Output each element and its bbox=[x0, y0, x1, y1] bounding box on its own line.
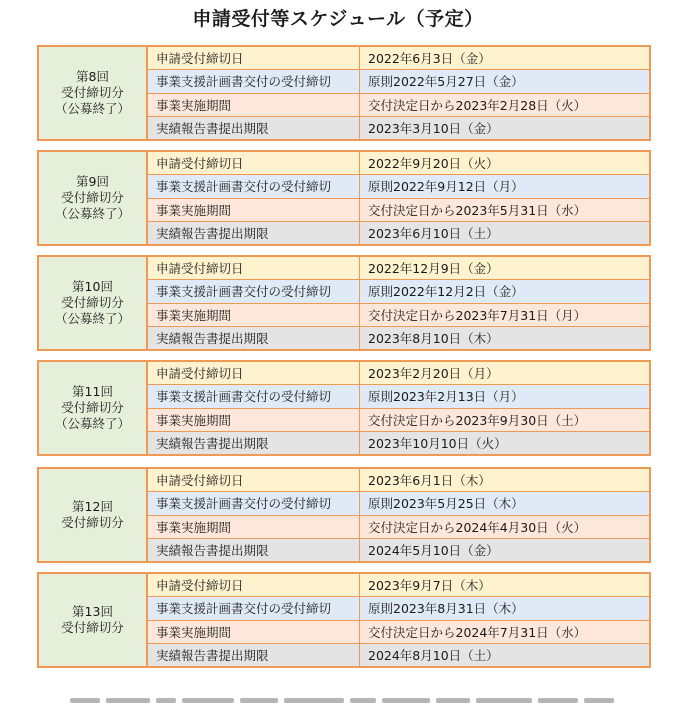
row-label: 事業実施期間 bbox=[148, 304, 360, 326]
page-title: 申請受付等スケジュール（予定） bbox=[192, 8, 484, 30]
row-label: 事業支援計画書交付の受付締切 bbox=[148, 70, 360, 92]
row-value: 2023年10月10日（火） bbox=[368, 435, 507, 451]
row-label: 実績報告書提出期限 bbox=[148, 539, 360, 561]
row-value: 2023年6月1日（木） bbox=[368, 473, 491, 489]
row-label: 申請受付締切日 bbox=[148, 362, 360, 384]
schedule-row bbox=[148, 222, 649, 244]
row-value: 2022年6月3日（金） bbox=[368, 51, 491, 67]
row-label: 事業支援計画書交付の受付締切 bbox=[148, 385, 360, 407]
round-label-line: （公募終了） bbox=[54, 416, 130, 431]
schedule-rows bbox=[148, 574, 649, 666]
row-value: 原則2023年5月25日（木） bbox=[368, 496, 524, 512]
round-label-line: 第9回 bbox=[76, 174, 109, 189]
row-label: 事業実施期間 bbox=[148, 409, 360, 431]
row-label: 事業支援計画書交付の受付締切 bbox=[148, 492, 360, 514]
schedule-row bbox=[148, 280, 649, 303]
round-label-line: 第12回 bbox=[72, 499, 113, 514]
schedule-row bbox=[148, 47, 649, 70]
schedule-row bbox=[148, 362, 649, 385]
schedule-block bbox=[37, 150, 651, 246]
row-label: 申請受付締切日 bbox=[148, 574, 360, 596]
round-label-line: （公募終了） bbox=[54, 206, 130, 221]
schedule-row bbox=[148, 385, 649, 408]
schedule-row bbox=[148, 432, 649, 454]
row-value: 原則2022年12月2日（金） bbox=[368, 284, 524, 300]
schedule-row bbox=[148, 327, 649, 349]
schedule-row bbox=[148, 516, 649, 539]
row-label: 事業支援計画書交付の受付締切 bbox=[148, 175, 360, 197]
round-label-line: 第13回 bbox=[72, 604, 113, 619]
row-value: 交付決定日から2024年7月31日（水） bbox=[368, 624, 587, 640]
round-label-line: 受付締切分 bbox=[61, 620, 124, 635]
round-label-line: 第8回 bbox=[76, 69, 109, 84]
row-label: 実績報告書提出期限 bbox=[148, 222, 360, 244]
schedule-block bbox=[37, 255, 651, 351]
round-label-line: 受付締切分 bbox=[61, 295, 124, 310]
schedule-row bbox=[148, 70, 649, 93]
schedule-row bbox=[148, 574, 649, 597]
row-label: 実績報告書提出期限 bbox=[148, 644, 360, 666]
round-label bbox=[39, 257, 148, 349]
row-label: 実績報告書提出期限 bbox=[148, 432, 360, 454]
row-label: 事業支援計画書交付の受付締切 bbox=[148, 280, 360, 302]
schedule-block bbox=[37, 467, 651, 563]
row-label: 申請受付締切日 bbox=[148, 257, 360, 279]
row-value: 原則2023年2月13日（月） bbox=[368, 389, 524, 405]
row-value: 2022年12月9日（金） bbox=[368, 261, 499, 277]
schedule-row bbox=[148, 492, 649, 515]
row-label: 事業実施期間 bbox=[148, 94, 360, 116]
schedule-block bbox=[37, 572, 651, 668]
round-label bbox=[39, 469, 148, 561]
schedule-row bbox=[148, 152, 649, 175]
row-value: 原則2022年5月27日（金） bbox=[368, 74, 524, 90]
row-value: 交付決定日から2024年4月30日（火） bbox=[368, 519, 587, 535]
cut-off-text-line bbox=[70, 698, 630, 706]
schedule-rows bbox=[148, 47, 649, 139]
schedule-row bbox=[148, 644, 649, 666]
round-label-line: （公募終了） bbox=[54, 311, 130, 326]
schedule-row bbox=[148, 175, 649, 198]
round-label-line: 受付締切分 bbox=[61, 400, 124, 415]
row-value: 2023年6月10日（土） bbox=[368, 225, 499, 241]
row-label: 事業実施期間 bbox=[148, 516, 360, 538]
row-label: 実績報告書提出期限 bbox=[148, 327, 360, 349]
schedule-rows bbox=[148, 469, 649, 561]
row-value: 原則2023年8月31日（木） bbox=[368, 601, 524, 617]
row-value: 2024年8月10日（土） bbox=[368, 647, 499, 663]
row-value: 2022年9月20日（火） bbox=[368, 156, 499, 172]
schedule-row bbox=[148, 94, 649, 117]
row-label: 申請受付締切日 bbox=[148, 469, 360, 491]
round-label-line: （公募終了） bbox=[54, 101, 130, 116]
schedule-block bbox=[37, 45, 651, 141]
round-label-line: 第10回 bbox=[72, 279, 113, 294]
round-label-line: 第11回 bbox=[72, 384, 113, 399]
row-label: 事業支援計画書交付の受付締切 bbox=[148, 597, 360, 619]
schedule-rows bbox=[148, 362, 649, 454]
row-value: 2023年2月20日（月） bbox=[368, 366, 499, 382]
round-label-line: 受付締切分 bbox=[61, 85, 124, 100]
schedule-block bbox=[37, 360, 651, 456]
schedule-row bbox=[148, 409, 649, 432]
schedule-rows bbox=[148, 257, 649, 349]
row-label: 事業実施期間 bbox=[148, 621, 360, 643]
schedule-row bbox=[148, 257, 649, 280]
schedule-row bbox=[148, 597, 649, 620]
row-label: 申請受付締切日 bbox=[148, 47, 360, 69]
row-value: 交付決定日から2023年2月28日（火） bbox=[368, 97, 587, 113]
row-value: 2024年5月10日（金） bbox=[368, 542, 499, 558]
round-label-line: 受付締切分 bbox=[61, 190, 124, 205]
row-value: 2023年9月7日（木） bbox=[368, 578, 491, 594]
row-label: 事業実施期間 bbox=[148, 199, 360, 221]
schedule-rows bbox=[148, 152, 649, 244]
row-value: 原則2022年9月12日（月） bbox=[368, 179, 524, 195]
schedule-row bbox=[148, 539, 649, 561]
schedule-row bbox=[148, 621, 649, 644]
schedule-row bbox=[148, 117, 649, 139]
row-value: 交付決定日から2023年5月31日（水） bbox=[368, 202, 587, 218]
row-value: 交付決定日から2023年7月31日（月） bbox=[368, 307, 587, 323]
schedule-row bbox=[148, 199, 649, 222]
round-label bbox=[39, 362, 148, 454]
round-label-line: 受付締切分 bbox=[61, 515, 124, 530]
schedule-row bbox=[148, 469, 649, 492]
round-label bbox=[39, 47, 148, 139]
row-value: 交付決定日から2023年9月30日（土） bbox=[368, 412, 587, 428]
row-value: 2023年3月10日（金） bbox=[368, 120, 499, 136]
round-label bbox=[39, 574, 148, 666]
schedule-row bbox=[148, 304, 649, 327]
round-label bbox=[39, 152, 148, 244]
row-value: 2023年8月10日（木） bbox=[368, 330, 499, 346]
row-label: 申請受付締切日 bbox=[148, 152, 360, 174]
row-label: 実績報告書提出期限 bbox=[148, 117, 360, 139]
